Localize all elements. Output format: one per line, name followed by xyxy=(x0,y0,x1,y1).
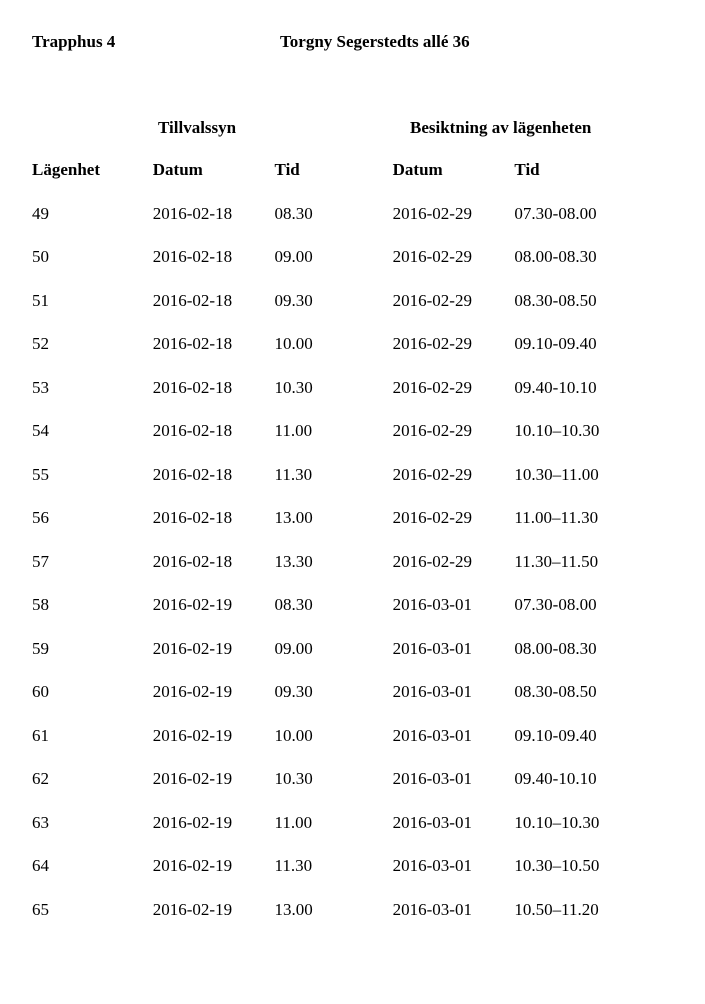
cell-date-besiktning: 2016-02-29 xyxy=(392,551,472,571)
address-title: Torgny Segerstedts allé 36 xyxy=(280,32,470,51)
cell-time-tillvalssyn: 10.00 xyxy=(274,725,313,745)
table-row xyxy=(0,856,705,900)
cell-time-tillvalssyn: 11.00 xyxy=(274,812,313,832)
column-header-time-besiktning: Tid xyxy=(514,160,540,179)
cell-date-besiktning: 2016-03-01 xyxy=(392,682,472,701)
group-header-tillvalssyn: Tillvalssyn xyxy=(158,118,237,137)
table-row xyxy=(0,552,705,596)
cell-time-tillvalssyn: 13.00 xyxy=(274,508,313,527)
cell-time-tillvalssyn: 11.30 xyxy=(274,856,313,875)
cell-time-tillvalssyn: 08.30 xyxy=(274,595,313,614)
cell-date-besiktning: 2016-02-29 xyxy=(392,508,472,527)
cell-apartment: 50 xyxy=(32,247,49,266)
cell-date-tillvalssyn: 2016-02-18 xyxy=(152,377,233,397)
schedule-table xyxy=(0,160,705,943)
cell-time-besiktning: 10.10–10.30 xyxy=(514,812,600,832)
cell-apartment: 59 xyxy=(32,638,49,658)
table-row xyxy=(0,334,705,378)
cell-time-tillvalssyn: 08.30 xyxy=(274,203,313,223)
cell-time-besiktning: 10.10–10.30 xyxy=(514,421,600,440)
table-row xyxy=(0,900,705,944)
cell-date-tillvalssyn: 2016-02-18 xyxy=(152,464,233,484)
cell-date-besiktning: 2016-03-01 xyxy=(392,899,472,919)
cell-date-tillvalssyn: 2016-02-19 xyxy=(152,638,233,658)
table-row xyxy=(0,421,705,465)
cell-apartment: 52 xyxy=(32,334,49,353)
cell-date-besiktning: 2016-02-29 xyxy=(392,290,472,310)
cell-time-besiktning: 07.30-08.00 xyxy=(514,595,597,614)
cell-apartment: 63 xyxy=(32,812,49,832)
cell-date-besiktning: 2016-02-29 xyxy=(392,421,472,440)
table-row xyxy=(0,639,705,683)
cell-date-besiktning: 2016-03-01 xyxy=(392,595,472,614)
table-row xyxy=(0,595,705,639)
cell-date-tillvalssyn: 2016-02-19 xyxy=(152,899,233,919)
cell-time-tillvalssyn: 10.30 xyxy=(274,769,313,788)
cell-apartment: 62 xyxy=(32,769,49,788)
cell-date-besiktning: 2016-02-29 xyxy=(392,247,472,266)
table-row xyxy=(0,726,705,770)
group-header-besiktning: Besiktning av lägenheten xyxy=(410,118,592,137)
cell-apartment: 61 xyxy=(32,725,49,745)
cell-time-besiktning: 08.00-08.30 xyxy=(514,247,597,266)
cell-date-tillvalssyn: 2016-02-18 xyxy=(152,421,233,440)
cell-time-besiktning: 07.30-08.00 xyxy=(514,203,597,223)
cell-time-tillvalssyn: 11.30 xyxy=(274,464,313,484)
table-row xyxy=(0,508,705,552)
cell-time-besiktning: 08.30-08.50 xyxy=(514,290,597,310)
cell-time-tillvalssyn: 11.00 xyxy=(274,421,313,440)
cell-date-besiktning: 2016-02-29 xyxy=(392,377,472,397)
cell-apartment: 65 xyxy=(32,899,49,919)
cell-time-besiktning: 10.30–10.50 xyxy=(514,856,600,875)
column-header-date-besiktning: Datum xyxy=(392,160,443,179)
cell-time-besiktning: 09.40-10.10 xyxy=(514,769,597,788)
column-header-date-tillvalssyn: Datum xyxy=(152,160,203,179)
table-row xyxy=(0,247,705,291)
cell-apartment: 55 xyxy=(32,464,49,484)
schedule-body xyxy=(0,204,705,944)
cell-date-tillvalssyn: 2016-02-18 xyxy=(152,508,233,527)
cell-date-tillvalssyn: 2016-02-18 xyxy=(152,334,233,353)
cell-apartment: 64 xyxy=(32,856,49,875)
table-row xyxy=(0,769,705,813)
cell-date-tillvalssyn: 2016-02-19 xyxy=(152,595,233,614)
cell-time-tillvalssyn: 10.00 xyxy=(274,334,313,353)
cell-date-tillvalssyn: 2016-02-18 xyxy=(152,290,233,310)
cell-date-tillvalssyn: 2016-02-19 xyxy=(152,769,233,788)
table-row xyxy=(0,291,705,335)
cell-apartment: 57 xyxy=(32,551,49,571)
table-row xyxy=(0,378,705,422)
cell-time-tillvalssyn: 09.00 xyxy=(274,247,313,266)
cell-apartment: 58 xyxy=(32,595,49,614)
cell-date-besiktning: 2016-03-01 xyxy=(392,856,472,875)
cell-apartment: 53 xyxy=(32,377,49,397)
cell-apartment: 49 xyxy=(32,203,49,223)
cell-date-besiktning: 2016-03-01 xyxy=(392,812,472,832)
cell-date-tillvalssyn: 2016-02-19 xyxy=(152,725,233,745)
cell-time-besiktning: 09.10-09.40 xyxy=(514,725,597,745)
cell-date-besiktning: 2016-03-01 xyxy=(392,725,472,745)
column-header-time-tillvalssyn: Tid xyxy=(274,160,300,179)
cell-time-besiktning: 08.30-08.50 xyxy=(514,682,597,701)
stairwell-title: Trapphus 4 xyxy=(32,32,116,51)
cell-time-besiktning: 11.30–11.50 xyxy=(514,551,599,571)
cell-apartment: 56 xyxy=(32,508,49,527)
cell-date-besiktning: 2016-03-01 xyxy=(392,769,472,788)
cell-date-besiktning: 2016-02-29 xyxy=(392,334,472,353)
column-header-apartment: Lägenhet xyxy=(32,160,100,179)
cell-date-besiktning: 2016-02-29 xyxy=(392,203,472,223)
table-header-row xyxy=(0,160,705,204)
table-row xyxy=(0,682,705,726)
cell-time-besiktning: 10.30–11.00 xyxy=(514,464,599,484)
cell-date-besiktning: 2016-02-29 xyxy=(392,464,472,484)
cell-date-tillvalssyn: 2016-02-18 xyxy=(152,203,233,223)
cell-apartment: 54 xyxy=(32,421,49,440)
cell-date-tillvalssyn: 2016-02-18 xyxy=(152,247,233,266)
cell-date-tillvalssyn: 2016-02-19 xyxy=(152,682,233,701)
cell-time-besiktning: 09.10-09.40 xyxy=(514,334,597,353)
cell-date-besiktning: 2016-03-01 xyxy=(392,638,472,658)
cell-time-besiktning: 08.00-08.30 xyxy=(514,638,597,658)
cell-date-tillvalssyn: 2016-02-19 xyxy=(152,856,233,875)
cell-date-tillvalssyn: 2016-02-19 xyxy=(152,812,233,832)
cell-time-tillvalssyn: 13.00 xyxy=(274,899,313,919)
table-row xyxy=(0,813,705,857)
table-row xyxy=(0,204,705,248)
cell-time-tillvalssyn: 09.00 xyxy=(274,638,313,658)
cell-date-tillvalssyn: 2016-02-18 xyxy=(152,551,233,571)
cell-apartment: 60 xyxy=(32,682,49,701)
cell-time-besiktning: 09.40-10.10 xyxy=(514,377,597,397)
cell-time-besiktning: 11.00–11.30 xyxy=(514,508,599,527)
cell-time-besiktning: 10.50–11.20 xyxy=(514,899,599,919)
table-row xyxy=(0,465,705,509)
cell-time-tillvalssyn: 09.30 xyxy=(274,290,313,310)
cell-time-tillvalssyn: 10.30 xyxy=(274,377,313,397)
cell-time-tillvalssyn: 09.30 xyxy=(274,682,313,701)
cell-apartment: 51 xyxy=(32,290,49,310)
cell-time-tillvalssyn: 13.30 xyxy=(274,551,313,571)
